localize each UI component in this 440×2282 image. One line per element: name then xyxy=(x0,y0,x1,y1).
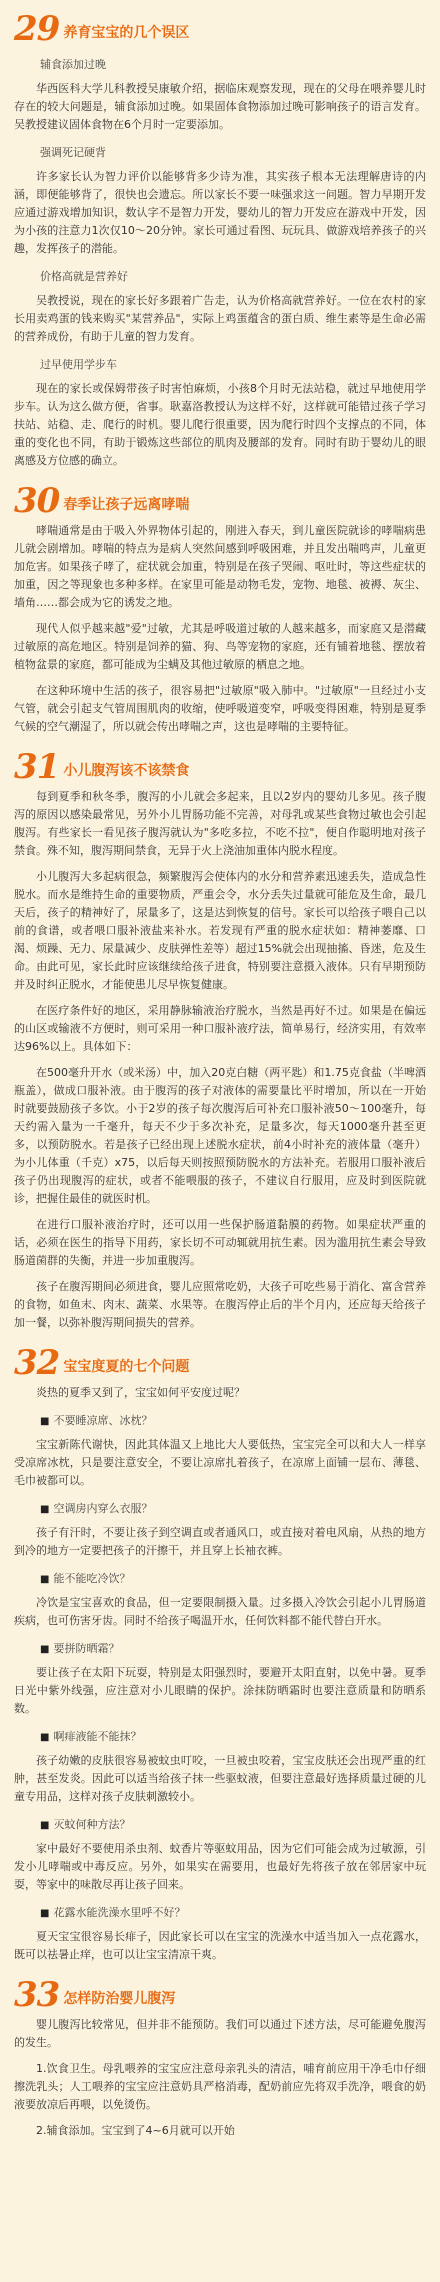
paragraph: 要让孩子在太阳下玩耍，特别是太阳强烈时，要避开太阳直射，以免中暑。夏季日光中紫外线强，应注意对小儿眼睛的保护。涂抹防晒霜时也要注意质量和防晒系数。 xyxy=(14,1666,426,1715)
paragraph: 1.饮食卫生。母乳喂养的宝宝应注意母亲乳头的清洁，哺育前应用干净毛巾仔细擦洗乳头；人工喂养的宝宝应注意奶具严格消毒，配奶前应先将双手洗净，喂食的奶液要放凉后再喂，以免烫伤。 xyxy=(14,2062,426,2111)
paragraph: 哮喘通常是由于吸入外界物体引起的，刚进入春天，到儿童医院就诊的哮喘病患儿就会剧增加。哮喘的特点为是病人突然间感到呼吸困难，并且发出喘鸣声，儿童更加危害。如果孩子哮了，症状就会加重，特别是在孩子哭闹、呕吐时，等这些症状的加重，因之等现象也多种多样。在家里可能是动物毛发，宠物、地毯、被褥、灰尘、墙角……都会成为它的诱发之地。 xyxy=(14,524,426,609)
bullet-subheading: ■ 花露水能洗澡水里呼不好？ xyxy=(40,1904,426,1920)
section-title: 怎样防治婴儿腹泻 xyxy=(63,1991,176,2007)
paragraph: 婴儿腹泻比较常见，但并非不能预防。我们可以通过下述方法，尽可能避免腹泻的发生。 xyxy=(14,2018,426,2049)
section-header xyxy=(14,478,426,521)
paragraph: 夏天宝宝很容易长痱子，因此家长可以在宝宝的洗澡水中适当加入一点花露水，既可以祛暑止痒，也可以让宝宝清凉干爽。 xyxy=(14,1930,426,1961)
section-number: 31 xyxy=(14,747,60,787)
bullet-subheading: ■ 能不能吃冷饮？ xyxy=(40,1570,426,1586)
bullet-subheading: ■ 要拼防晒霜？ xyxy=(40,1640,426,1656)
section-title: 养育宝宝的几个误区 xyxy=(63,25,190,41)
subheading: 强调死记硬背 xyxy=(40,146,106,159)
paragraph: 在医疗条件好的地区，采用静脉输液治疗脱水，当然是再好不过。如果是在偏远的山区或输液不方便时，则可采用一种口服补液疗法，简单易行，经济实用，有效率达96%以上。具体如下： xyxy=(14,1004,426,1053)
section-number: 29 xyxy=(14,9,60,49)
section-header xyxy=(14,1340,426,1383)
paragraph: 孩子有汗时，不要让孩子到空调直或者通风口，或直接对着电风扇，从热的地方到冷的地方一定要把孩子的汗擦干，并且穿上长袖衣裤。 xyxy=(14,1526,426,1557)
paragraph: 现代人似乎越来越"爱"过敏，尤其是呼吸道过敏的人越来越多，而家庭又是潜藏过敏原的高危地区。特别是饲养的猫、狗、鸟等宠物的家庭，还有铺着地毯、摆放着植物盆景的家庭，都可能成为尘螨及其他过敏原的栖息之地。 xyxy=(14,622,426,671)
bullet-subheading: ■ 空调房内穿么衣服？ xyxy=(40,1500,426,1516)
paragraph: 孩子在腹泻期间必须进食，婴儿应照常吃奶，大孩子可吃些易于消化、富含营养的食物，如鱼末、肉末、蔬菜、水果等。在腹泻停止后的半个月内，还应每天给孩子加一餐，以弥补腹泻期间损失的营养。 xyxy=(14,1280,426,1329)
paragraph: 华西医科大学儿科教授吴康敏介绍，据临床观察发现，现在的父母在喂养婴儿时存在的较大问题是，辅食添加过晚。如果固体食物添加过晚可影响孩子的语言发育。吴教授建议固体食物在6个月时一定要添加。 xyxy=(14,82,426,131)
paragraph: 许多家长认为智力评价以能够背多少诗为准，其实孩子根本无法理解唐诗的内涵，即便能够背了，很快也会遗忘。所以家长不要一味强求这一问题。智力早期开发应通过游戏增加知识，数认字不是智力开发，婴幼儿的智力开发应在游戏中开发，因为小孩的注意力1次仅10～20分钟。家长可通过看图、玩玩具、做游戏培养孩子的兴趣，发挥孩子的潜能。 xyxy=(14,170,426,255)
section-title: 宝宝度夏的七个问题 xyxy=(63,1359,190,1375)
paragraph: 在这种环境中生活的孩子，很容易把"过敏原"吸入肺中。"过敏原"一旦经过小支气管，就会引起支气管周围肌肉的收缩，使呼吸道变窄，呼吸变得困难，特别是夏季气候的空气潮湿了，所以就会传出哮喘之声，这也是哮喘的主要特征。 xyxy=(14,684,426,733)
section-number: 33 xyxy=(14,1975,60,2015)
subheading: 辅食添加过晚 xyxy=(40,58,106,71)
section-header xyxy=(14,1972,426,2015)
paragraph: 现在的家长或保姆带孩子时害怕麻烦，小孩8个月时无法站稳，就过早地使用学步车。认为这么做方便，省事。耿嘉洛教授认为这样不好，这样就可能错过孩子学习扶站、站稳、走、爬行的时机。婴儿爬行很重要，因为爬行时四个支撑点的不同，体重的变化也不同，有助于锻炼这些部位的肌肉及腰部的发育。同时有助于婴幼儿的眼离感及方位感的确立。 xyxy=(14,382,426,467)
paragraph: 在500毫升开水（或米汤）中，加入20克白糖（两平匙）和1.75克食盐（半啤酒瓶盖），做成口服补液。由于腹泻的孩子对液体的需要量比平时增加，所以在一开始时就要鼓励孩子多饮。小于2岁的孩子每次腹泻后可补充口服补液50～100毫升，每天约需入量为一千毫升，每天不少于多次补充，足量多次，每天1000毫升甚至更多，以预防脱水。若是孩子已经出现上述脱水症状，前4小时补充的液体量（毫升）为小儿体重（千克）x75，以后每天则按照预防脱水的方法补充。若服用口服补液后孩子仍出现腹泻的症状，或者不能喂服的孩子，不建议自行服用，应及时到医院就诊，把握住最佳的就医时机。 xyxy=(14,1066,426,1205)
section-header xyxy=(14,744,426,787)
paragraph: 家中最好不要使用杀虫剂、蚊香片等驱蚊用品，因为它们可能会成为过敏源，引发小儿哮喘或中毒反应。另外，如果实在需要用，也最好先将孩子放在邻居家中玩耍，等家中的味散尽再让孩子回来。 xyxy=(14,1842,426,1891)
paragraph: 孩子幼嫩的皮肤很容易被蚊虫叮咬，一旦被虫咬着，宝宝皮肤还会出现严重的红肿，甚至发炎。因此可以适当给孩子抹一些驱蚊液，但要注意最好选择质量过硬的儿童专用品，这样对孩子皮肤刺激较小。 xyxy=(14,1754,426,1803)
paragraph: 小儿腹泻大多起病很急，频繁腹泻会使体内的水分和营养素迅速丢失，造成急性脱水。而水是维持生命的重要物质，严重会令，水分丢失过量就可能危及生命，最几天后，孩子的精神好了，尿量多了，这是达到恢复的信号。家长可以给孩子喂自己以前的食谱，或者喂口服补液盐来补水。若发现有严重的脱水症状如：精神萎靡、口渴、烦躁、无力、尿量减少、皮肤弹性差等）超过15%就会出现抽搐、昏迷，危及生命。由此可见，家长此时应该继续给孩子进食，特别要注意摄入液体。只有早期预防并及时纠正脱水，才能使患儿尽早恢复健康。 xyxy=(14,870,426,991)
subheading: 价格高就是营养好 xyxy=(40,270,128,283)
bullet-subheading: ■ 灭蚊何种方法？ xyxy=(40,1816,426,1832)
paragraph: 在进行口服补液治疗时，还可以用一些保护肠道黏膜的药物。如果症状严重的话，必须在医生的指导下用药，家长切不可动辄就用抗生素。因为滥用抗生素会导致肠道菌群的失衡，并进一步加重腹泻。 xyxy=(14,1218,426,1267)
paragraph: 每到夏季和秋冬季，腹泻的小儿就会多起来，且以2岁内的婴幼儿多见。孩子腹泻的原因以感染最常见，另外小儿胃肠功能不完善，对母乳或某些食物过敏也会引起腹泻。有些家长一看见孩子腹泻就认为"多吃多拉，不吃不拉"，便自作聪明地对孩子禁食。殊不知，腹泻期间禁食，无异于火上浇油加重体内脱水程度。 xyxy=(14,790,426,857)
paragraph: 冷饮是宝宝喜欢的食品，但一定要限制摄入量。过多摄入冷饮会引起小儿胃肠道疾病，也可伤害牙齿。同时不给孩子喝温开水，任何饮料都不能代替白开水。 xyxy=(14,1596,426,1627)
paragraph: 2.辅食添加。宝宝到了4~6月就可以开始 xyxy=(36,2124,235,2137)
section-number: 30 xyxy=(14,481,60,521)
paragraph: 炎热的夏季又到了，宝宝如何平安度过呢？ xyxy=(36,1386,245,1399)
paragraph: 宝宝新陈代谢快，因此其体温又上地比大人要低热，宝宝完全可以和大人一样享受凉席冰枕，只是要注意安全，不要让凉席扎着孩子，在凉席上面铺一层布、薄毯、毛巾被都可以。 xyxy=(14,1438,426,1487)
section-title: 小儿腹泻该不该禁食 xyxy=(63,763,190,779)
section-number: 32 xyxy=(14,1343,60,1383)
bullet-subheading: ■ 啊痱液能不能抹？ xyxy=(40,1728,426,1744)
section-header xyxy=(14,6,426,49)
section-title: 春季让孩子远离哮喘 xyxy=(63,497,190,513)
subheading: 过早使用学步车 xyxy=(40,358,117,371)
paragraph: 吴教授说，现在的家长好多跟着广告走，认为价格高就营养好。一位在农村的家长用卖鸡蛋的钱来购买"某营养品"，实际上鸡蛋蕴含的蛋白质、维生素等是生命必需的营养成份，有助于儿童的智力发育。 xyxy=(14,294,426,343)
bullet-subheading: ■ 不要睡凉席、冰枕？ xyxy=(40,1412,426,1428)
